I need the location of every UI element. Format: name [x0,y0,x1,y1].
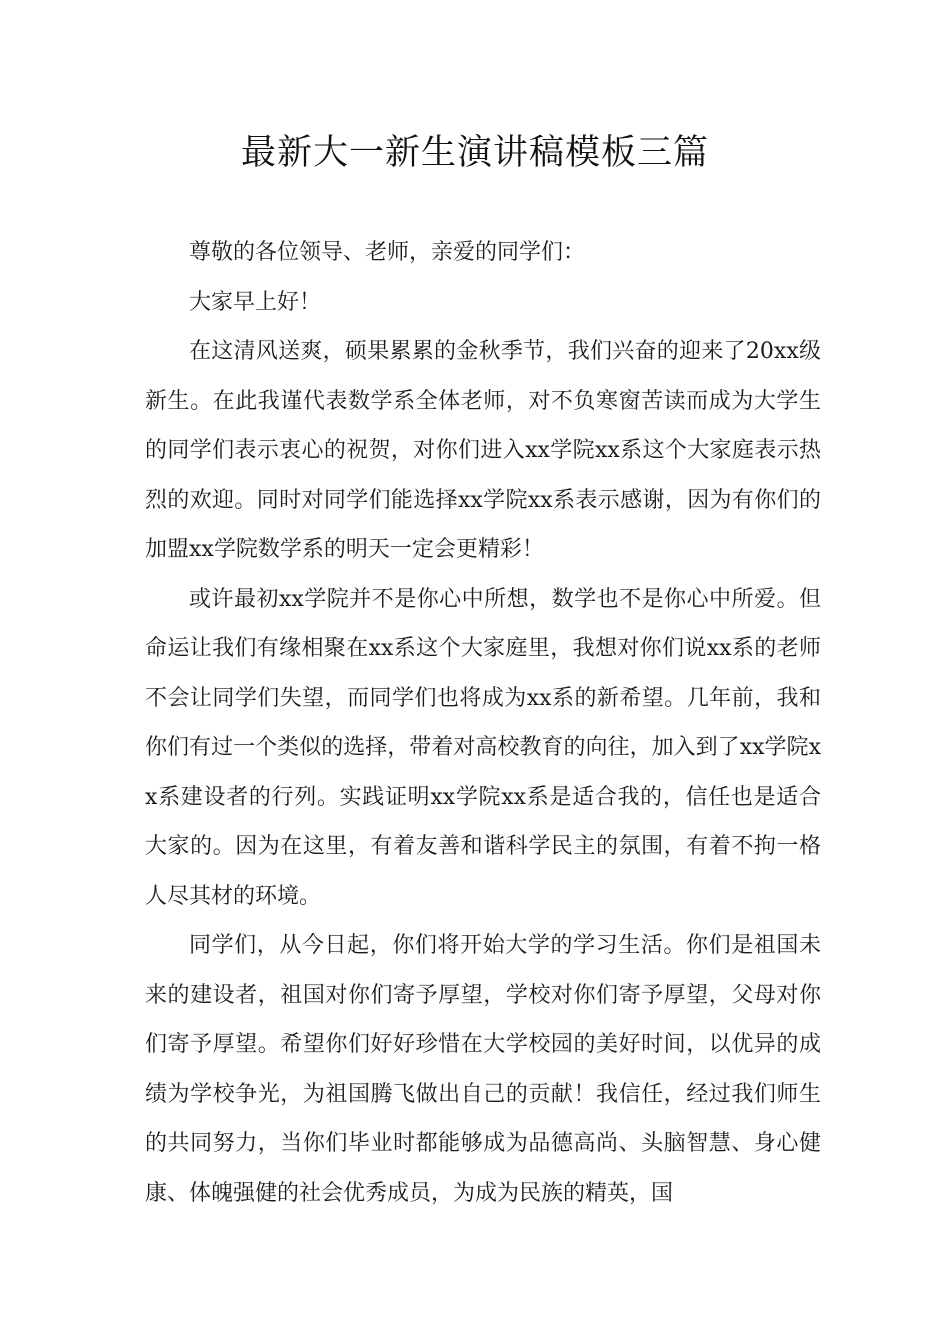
document-body [145,228,821,1218]
document-title: 最新大一新生演讲稿模板三篇 [240,133,709,173]
paragraph-expectation: 同学们，从今日起，你们将开始大学的学习生活。你们是祖国未来的建设者，祖国对你们寄予厚望，学校对你们寄予厚望，父母对你们寄予厚望。希望你们好好珍惜在大学校园的美好时间，以优异的成绩为学校争光，为祖国腾飞做出自己的贡献！我信任，经过我们师生的共同努力，当你们毕业时都能够成为品德高尚、头脑智慧、身心健康、体魄强健的社会优秀成员，为成为民族的精英，国 [145,933,821,1206]
paragraph-choice: 或许最初xx学院并不是你心中所想，数学也不是你心中所爱。但命运让我们有缘相聚在xx系这个大家庭里，我想对你们说xx系的老师不会让同学们失望，而同学们也将成为xx系的新希望。几年前，我和你们有过一个类似的选择，带着对高校教育的向往，加入到了xx学院xx系建设者的行列。实践证明xx学院xx系是适合我的，信任也是适合大家的。因为在这里，有着友善和谐科学民主的氛围，有着不拘一格人尽其材的环境。 [145,586,821,909]
paragraph-greeting: 大家早上好！ [189,289,322,315]
paragraph-welcome: 在这清风送爽，硕果累累的金秋季节，我们兴奋的迎来了20xx级新生。在此我谨代表数学系全体老师，对不负寒窗苦读而成为大学生的同学们表示衷心的祝贺，对你们进入xx学院xx系这个大家庭表示热烈的欢迎。同时对同学们能选择xx学院xx系表示感谢，因为有你们的加盟xx学院数学系的明天一定会更精彩！ [145,339,821,562]
paragraph-salutation: 尊敬的各位领导、老师，亲爱的同学们： [189,240,586,265]
